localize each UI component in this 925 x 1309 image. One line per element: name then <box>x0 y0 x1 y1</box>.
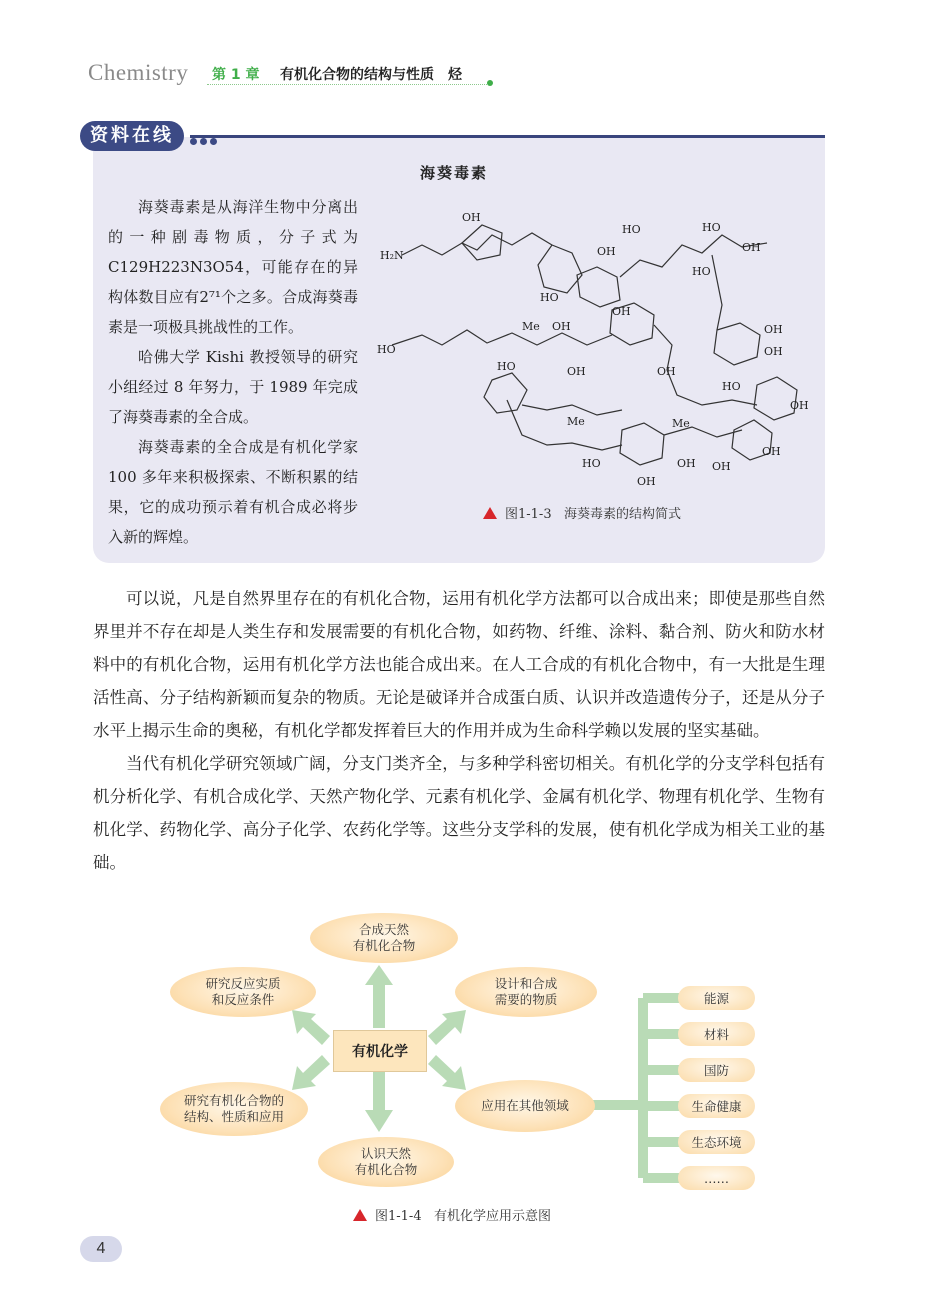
field-ecology: 生态环境 <box>678 1130 755 1154</box>
svg-text:H₂N: H₂N <box>380 249 404 262</box>
svg-text:OH: OH <box>657 365 676 378</box>
node-line: 结构、性质和应用 <box>183 1109 284 1124</box>
svg-text:OH: OH <box>762 445 781 458</box>
svg-text:OH: OH <box>790 399 809 412</box>
node-line: 有机化合物 <box>352 938 416 953</box>
center-node: 有机化学 <box>333 1030 427 1072</box>
svg-text:OH: OH <box>597 245 616 258</box>
svg-text:OH: OH <box>712 460 731 473</box>
svg-text:HO: HO <box>582 457 601 470</box>
field-defense: 国防 <box>678 1058 755 1082</box>
svg-text:HO: HO <box>497 360 516 373</box>
node-structure-study <box>160 1082 308 1136</box>
page-number: 4 <box>80 1236 122 1262</box>
svg-text:OH: OH <box>764 323 783 336</box>
svg-text:OH: OH <box>612 305 631 318</box>
svg-text:HO: HO <box>377 343 396 356</box>
node-design-synthesize <box>455 967 597 1017</box>
svg-text:OH: OH <box>742 241 761 254</box>
caption-text: 有机化学应用示意图 <box>434 1209 552 1224</box>
node-line: 应用在其他领域 <box>481 1098 569 1113</box>
node-synthesize-natural <box>310 913 458 963</box>
node-line: 认识天然 <box>360 1146 411 1161</box>
node-line: 研究反应实质 <box>205 976 281 991</box>
node-line: 有机化合物 <box>354 1162 418 1177</box>
svg-text:Me: Me <box>672 417 690 430</box>
field-energy: 能源 <box>678 986 755 1010</box>
svg-text:HO: HO <box>692 265 711 278</box>
caption-text: 海葵毒素的结构简式 <box>564 507 682 522</box>
field-health: 生命健康 <box>678 1094 755 1118</box>
node-line: 需要的物质 <box>494 992 558 1007</box>
node-line: 和反应条件 <box>211 992 275 1007</box>
svg-text:OH: OH <box>552 320 571 333</box>
structure-title: 海葵毒素 <box>420 164 489 182</box>
triangle-icon <box>353 1209 367 1221</box>
svg-text:HO: HO <box>622 223 641 236</box>
svg-text:OH: OH <box>764 345 783 358</box>
svg-text:OH: OH <box>567 365 586 378</box>
field-materials: 材料 <box>678 1022 755 1046</box>
chapter-title: 有机化合物的结构与性质 烃 <box>280 67 462 83</box>
node-understand-natural <box>318 1137 454 1187</box>
node-line: 设计和合成 <box>494 976 558 991</box>
info-box-tag: 资料在线 <box>80 121 184 151</box>
body-paragraph: 当代有机化学研究领域广阔，分支门类齐全，与多种学科密切相关。有机化学的分支学科包括有机分析化学、有机合成化学、天然产物化学、元素有机化学、金属有机化学、物理有机化学、生物有机化学、药物化学、高分子化学、农药化学等。这些分支学科的发展，使有机化学成为相关工业的基础。 <box>93 754 825 872</box>
body-paragraph: 可以说，凡是自然界里存在的有机化合物，运用有机化学方法都可以合成出来；即使是那些自然界里并不存在却是人类生存和发展需要的有机化合物，如药物、纤维、涂料、黏合剂、防火和防水材料中的有机化合物，运用有机化学方法也能合成出来。在人工合成的有机化合物中，有一大批是生理活性高、分子结构新颖而复杂的物质。无论是破译并合成蛋白质、认识并改造遗传分子，还是从分子水平上揭示生命的奥秘，有机化学都发挥着巨大的作用并成为生命科学赖以发展的坚实基础。 <box>93 589 825 740</box>
info-paragraph: 海葵毒素是从海洋生物中分离出的一种剧毒物质，分子式为C129H223N3O54，可能存在的异构体数目应有2⁷¹个之多。合成海葵毒素是一项极具挑战性的工作。 <box>108 198 358 336</box>
caption-label: 图1-1-4 <box>375 1209 422 1224</box>
svg-text:Me: Me <box>522 320 540 333</box>
field-more: …… <box>678 1166 755 1190</box>
node-other-fields <box>455 1080 595 1132</box>
node-line: 研究有机化合物的 <box>183 1093 284 1108</box>
info-paragraph: 哈佛大学 Kishi 教授领导的研究小组经过 8 年努力，于 1989 年完成了海葵毒素的全合成。 <box>108 348 358 426</box>
svg-text:HO: HO <box>722 380 741 393</box>
svg-text:Me: Me <box>567 415 585 428</box>
svg-text:OH: OH <box>462 211 481 224</box>
header-brand: Chemistry <box>88 60 189 85</box>
svg-text:OH: OH <box>677 457 696 470</box>
svg-text:HO: HO <box>540 291 559 304</box>
info-paragraph: 海葵毒素的全合成是有机化学家 100 多年来积极探索、不断积累的结果，它的成功预示着有机合成必将步入新的辉煌。 <box>108 438 358 546</box>
figure-caption-2 <box>353 1205 551 1224</box>
node-reaction-study <box>170 967 316 1017</box>
node-line: 合成天然 <box>358 922 409 937</box>
svg-text:OH: OH <box>637 475 656 488</box>
svg-text:HO: HO <box>702 221 721 234</box>
caption-label: 图1-1-3 <box>505 507 552 522</box>
chapter-number: 第 1 章 <box>212 67 260 83</box>
